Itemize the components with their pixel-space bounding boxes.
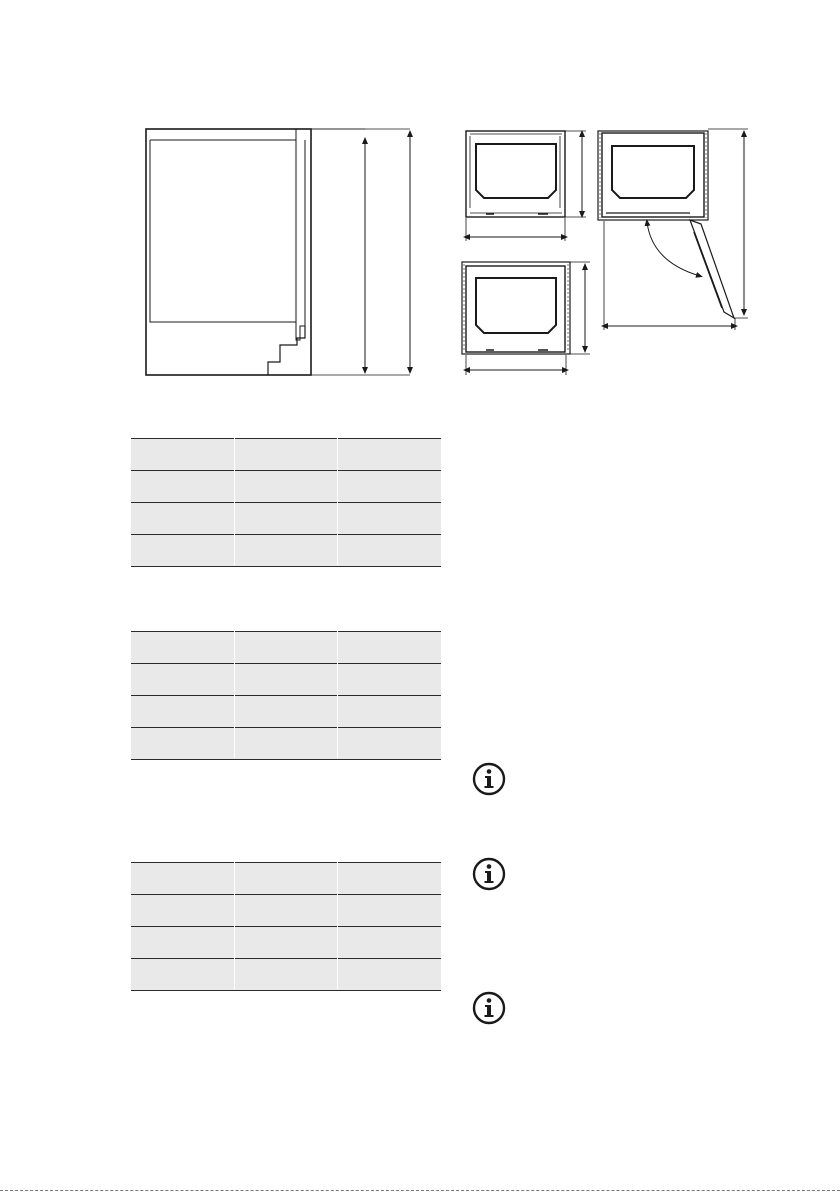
appliance-side-view: [146, 129, 410, 375]
table-row: [131, 663, 441, 695]
appliance-top-view-installed: [462, 262, 590, 375]
dimensions-table-3: [131, 862, 441, 991]
column-divider: [234, 438, 235, 565]
appliance-top-view-closed: [466, 131, 586, 241]
table-row: [131, 862, 441, 894]
table-row: [131, 470, 441, 502]
table-row: [131, 727, 441, 760]
appliance-top-view-open-door: [598, 129, 748, 330]
column-divider: [337, 862, 338, 989]
table-row: [131, 502, 441, 534]
table-row: [131, 926, 441, 958]
info-icon: [472, 991, 506, 1025]
table-row: [131, 534, 441, 567]
page-bottom-rule: [0, 1190, 840, 1191]
table-row: [131, 695, 441, 727]
table-row: [131, 438, 441, 470]
column-divider: [337, 631, 338, 758]
info-icon: [472, 857, 506, 891]
column-divider: [337, 438, 338, 565]
table-row: [131, 958, 441, 991]
column-divider: [234, 631, 235, 758]
table-row: [131, 894, 441, 926]
dimensions-table-1: [131, 438, 441, 567]
dimensions-table-2: [131, 631, 441, 760]
table-row: [131, 631, 441, 663]
dimension-drawings: [0, 0, 840, 400]
column-divider: [234, 862, 235, 989]
info-icon: [472, 762, 506, 796]
